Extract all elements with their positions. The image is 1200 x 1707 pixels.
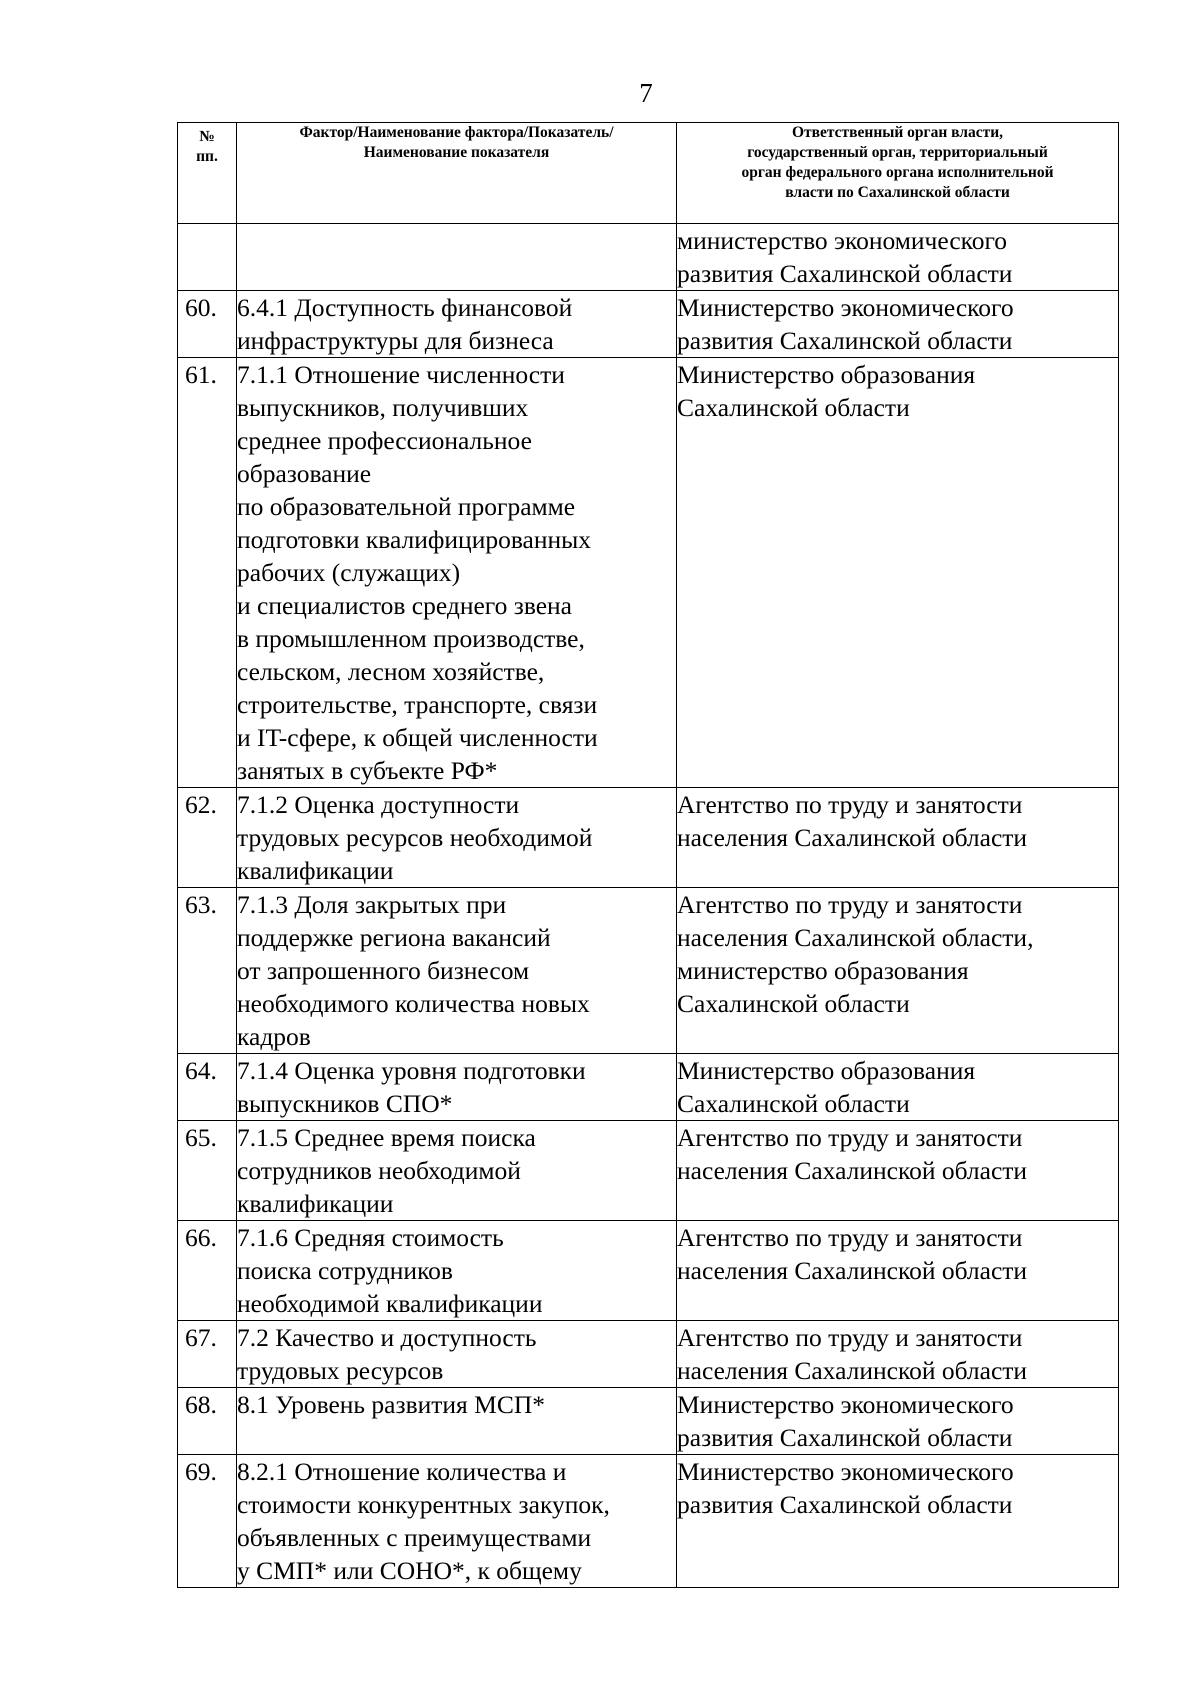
factor-text-line: сотрудников необходимой — [237, 1156, 521, 1185]
table-row — [178, 224, 1119, 291]
header-body-line: Ответственный орган власти, — [791, 124, 1004, 141]
responsible-body-text-line: Агентство по труду и занятости — [677, 790, 1023, 819]
responsible-body-text-line: Министерство экономического — [677, 1390, 1014, 1419]
factor-text-line: сельском, лесном хозяйстве, — [237, 657, 545, 686]
responsible-body-cell — [677, 1388, 1119, 1455]
row-number: 60. — [178, 291, 237, 358]
factor-text-line: 7.1.1 Отношение численности — [237, 360, 565, 389]
factor-text-line: по образовательной программе — [237, 492, 576, 521]
factor-text-line: 6.4.1 Доступность финансовой — [237, 293, 573, 322]
factor-cell — [237, 788, 677, 888]
responsible-body-text-line: Министерство экономического — [677, 293, 1014, 322]
factor-text-line: кадров — [237, 1022, 311, 1051]
responsible-body-text-line: населения Сахалинской области — [677, 1356, 1028, 1385]
factor-text-line: 8.2.1 Отношение количества и — [237, 1457, 567, 1486]
header-body-line: государственный орган, территориальный — [747, 144, 1048, 161]
factor-text-line: занятых в субъекте РФ* — [237, 756, 498, 785]
table-row — [178, 1388, 1119, 1455]
factor-cell — [237, 1221, 677, 1321]
factor-text-line: трудовых ресурсов необходимой — [237, 823, 593, 852]
factor-text-line: строительстве, транспорте, связи — [237, 690, 598, 719]
table-body — [178, 224, 1119, 1588]
responsibility-table — [177, 122, 1119, 1588]
header-factor — [237, 123, 677, 224]
table-row — [178, 888, 1119, 1054]
responsible-body-text-line: Агентство по труду и занятости — [677, 1223, 1023, 1252]
factor-text-line: от запрошенного бизнесом — [237, 956, 530, 985]
row-number: 61. — [178, 358, 237, 788]
table-row — [178, 1321, 1119, 1388]
factor-cell — [237, 1121, 677, 1221]
factor-text-line: среднее профессиональное — [237, 426, 532, 455]
row-number: 66. — [178, 1221, 237, 1321]
responsible-body-text-line: министерство экономического — [677, 226, 1008, 255]
page-number: 7 — [639, 78, 653, 108]
table-row — [178, 1121, 1119, 1221]
factor-cell — [237, 1321, 677, 1388]
header-factor-line: Фактор/Наименование фактора/Показатель/ — [299, 124, 614, 141]
responsible-body-text-line: развития Сахалинской области — [677, 1423, 1013, 1452]
row-number: 69. — [178, 1455, 237, 1588]
factor-text-line: 8.1 Уровень развития МСП* — [237, 1390, 545, 1419]
factor-cell — [237, 224, 677, 291]
factor-text-line: рабочих (служащих) — [237, 558, 461, 587]
factor-text-line: квалификации — [237, 1189, 394, 1218]
header-responsible-body — [677, 123, 1119, 224]
factor-text-line: у СМП* или СОНО*, к общему — [237, 1556, 582, 1585]
factor-text-line: 7.2 Качество и доступность — [237, 1323, 537, 1352]
responsible-body-text-line: населения Сахалинской области — [677, 823, 1028, 852]
factor-text-line: необходимой квалификации — [237, 1289, 543, 1318]
factor-cell — [237, 1054, 677, 1121]
header-body-line: орган федерального органа исполнительной — [741, 164, 1054, 181]
factor-text-line: выпускников, получивших — [237, 393, 529, 422]
header-body-line: власти по Сахалинской области — [785, 184, 1010, 201]
responsible-body-text-line: Министерство образования — [677, 1056, 976, 1085]
header-number-line: № — [199, 128, 215, 145]
table-row — [178, 788, 1119, 888]
factor-cell — [237, 888, 677, 1054]
responsible-body-cell — [677, 358, 1119, 788]
row-number: 65. — [178, 1121, 237, 1221]
responsible-body-cell — [677, 788, 1119, 888]
factor-text-line: объявленных с преимуществами — [237, 1523, 592, 1552]
responsible-body-text-line: Министерство экономического — [677, 1457, 1014, 1486]
table-row — [178, 358, 1119, 788]
responsible-body-cell — [677, 291, 1119, 358]
factor-text-line: 7.1.2 Оценка доступности — [237, 790, 520, 819]
factor-text-line: и специалистов среднего звена — [237, 591, 572, 620]
factor-text-line: и IT-сфере, к общей численности — [237, 723, 598, 752]
factor-cell — [237, 358, 677, 788]
factor-text-line: 7.1.3 Доля закрытых при — [237, 890, 507, 919]
factor-text-line: 7.1.5 Среднее время поиска — [237, 1123, 536, 1152]
table-row — [178, 1221, 1119, 1321]
factor-text-line: необходимого количества новых — [237, 989, 590, 1018]
table-header-row — [178, 123, 1119, 224]
responsible-body-text-line: Сахалинской области — [677, 989, 910, 1018]
factor-cell — [237, 1455, 677, 1588]
row-number — [178, 224, 237, 291]
row-number: 68. — [178, 1388, 237, 1455]
responsible-body-cell — [677, 1054, 1119, 1121]
responsible-body-text-line: Агентство по труду и занятости — [677, 1123, 1023, 1152]
responsible-body-text-line: Агентство по труду и занятости — [677, 890, 1023, 919]
responsible-body-text-line: населения Сахалинской области — [677, 1256, 1028, 1285]
factor-text-line: квалификации — [237, 856, 394, 885]
responsible-body-cell — [677, 224, 1119, 291]
factor-cell — [237, 291, 677, 358]
factor-text-line: инфраструктуры для бизнеса — [237, 326, 554, 355]
row-number: 67. — [178, 1321, 237, 1388]
table-row — [178, 1455, 1119, 1588]
factor-text-line: трудовых ресурсов — [237, 1356, 444, 1385]
responsible-body-text-line: населения Сахалинской области — [677, 1156, 1028, 1185]
responsible-body-cell — [677, 1455, 1119, 1588]
header-number-line: пп. — [196, 148, 218, 165]
responsible-body-text-line: Сахалинской области — [677, 1089, 910, 1118]
responsible-body-text-line: Министерство образования — [677, 360, 976, 389]
factor-text-line: подготовки квалифицированных — [237, 525, 592, 554]
responsible-body-text-line: развития Сахалинской области — [677, 259, 1013, 288]
responsible-body-text-line: населения Сахалинской области, — [677, 923, 1034, 952]
table-row — [178, 1054, 1119, 1121]
factor-text-line: выпускников СПО* — [237, 1089, 453, 1118]
factor-text-line: 7.1.4 Оценка уровня подготовки — [237, 1056, 586, 1085]
row-number: 64. — [178, 1054, 237, 1121]
responsible-body-text-line: министерство образования — [677, 956, 969, 985]
header-number — [178, 123, 237, 224]
responsible-body-text-line: Сахалинской области — [677, 393, 910, 422]
factor-text-line: поддержке региона вакансий — [237, 923, 551, 952]
responsible-body-text-line: развития Сахалинской области — [677, 326, 1013, 355]
factor-text-line: образование — [237, 459, 372, 488]
factor-text-line: поиска сотрудников — [237, 1256, 453, 1285]
table-row — [178, 291, 1119, 358]
factor-text-line: 7.1.6 Средняя стоимость — [237, 1223, 504, 1252]
row-number: 63. — [178, 888, 237, 1054]
responsible-body-text-line: развития Сахалинской области — [677, 1490, 1013, 1519]
factor-text-line: стоимости конкурентных закупок, — [237, 1490, 610, 1519]
responsible-body-text-line: Агентство по труду и занятости — [677, 1323, 1023, 1352]
header-factor-line: Наименование показателя — [363, 144, 550, 161]
row-number: 62. — [178, 788, 237, 888]
factor-cell — [237, 1388, 677, 1455]
factor-text-line: в промышленном производстве, — [237, 624, 585, 653]
responsible-body-cell — [677, 1121, 1119, 1221]
responsible-body-cell — [677, 1221, 1119, 1321]
responsible-body-cell — [677, 1321, 1119, 1388]
responsible-body-cell — [677, 888, 1119, 1054]
